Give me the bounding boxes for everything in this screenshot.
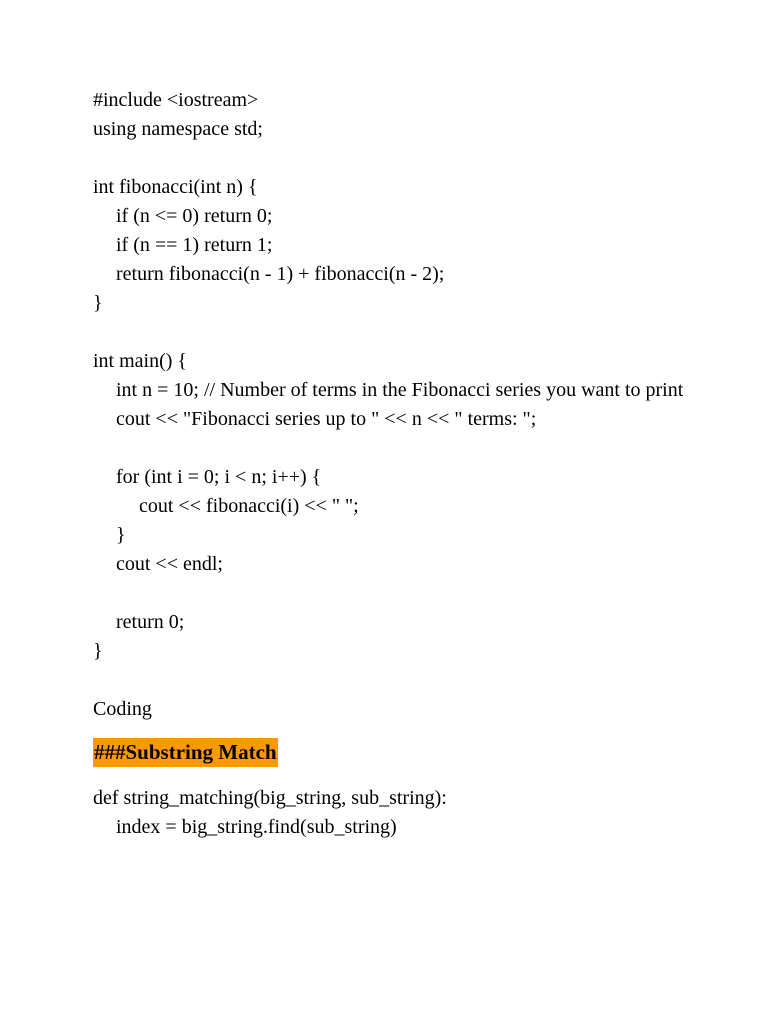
code-line: if (n == 1) return 1; xyxy=(116,234,273,256)
code-line: } xyxy=(116,524,126,546)
code-line: #include <iostream> xyxy=(93,89,259,111)
section-label: Coding xyxy=(93,698,152,720)
blank-line xyxy=(93,318,693,347)
blank-line xyxy=(93,666,693,695)
code-line: index = big_string.find(sub_string) xyxy=(116,816,397,838)
blank-line xyxy=(93,434,693,463)
code-line: return 0; xyxy=(116,611,185,633)
section-heading: ###Substring Match xyxy=(93,738,278,767)
code-line: int n = 10; // Number of terms in the Fibonacci series you want to print xyxy=(116,379,684,401)
code-line: return fibonacci(n - 1) + fibonacci(n - 2); xyxy=(116,263,445,285)
blank-line xyxy=(93,579,693,608)
code-line: cout << fibonacci(i) << " "; xyxy=(139,495,359,517)
code-line: for (int i = 0; i < n; i++) { xyxy=(116,466,322,488)
code-line: } xyxy=(93,640,103,662)
code-line: int fibonacci(int n) { xyxy=(93,176,258,198)
code-line: def string_matching(big_string, sub_string): xyxy=(93,787,447,809)
code-line: int main() { xyxy=(93,350,188,372)
code-line: } xyxy=(93,292,103,314)
code-line: using namespace std; xyxy=(93,118,263,140)
blank-line xyxy=(93,144,693,173)
heading-container xyxy=(93,738,693,770)
code-line: cout << "Fibonacci series up to " << n << " terms: "; xyxy=(116,408,537,430)
code-line: if (n <= 0) return 0; xyxy=(116,205,273,227)
document-body xyxy=(93,86,693,842)
code-line: cout << endl; xyxy=(116,553,223,575)
